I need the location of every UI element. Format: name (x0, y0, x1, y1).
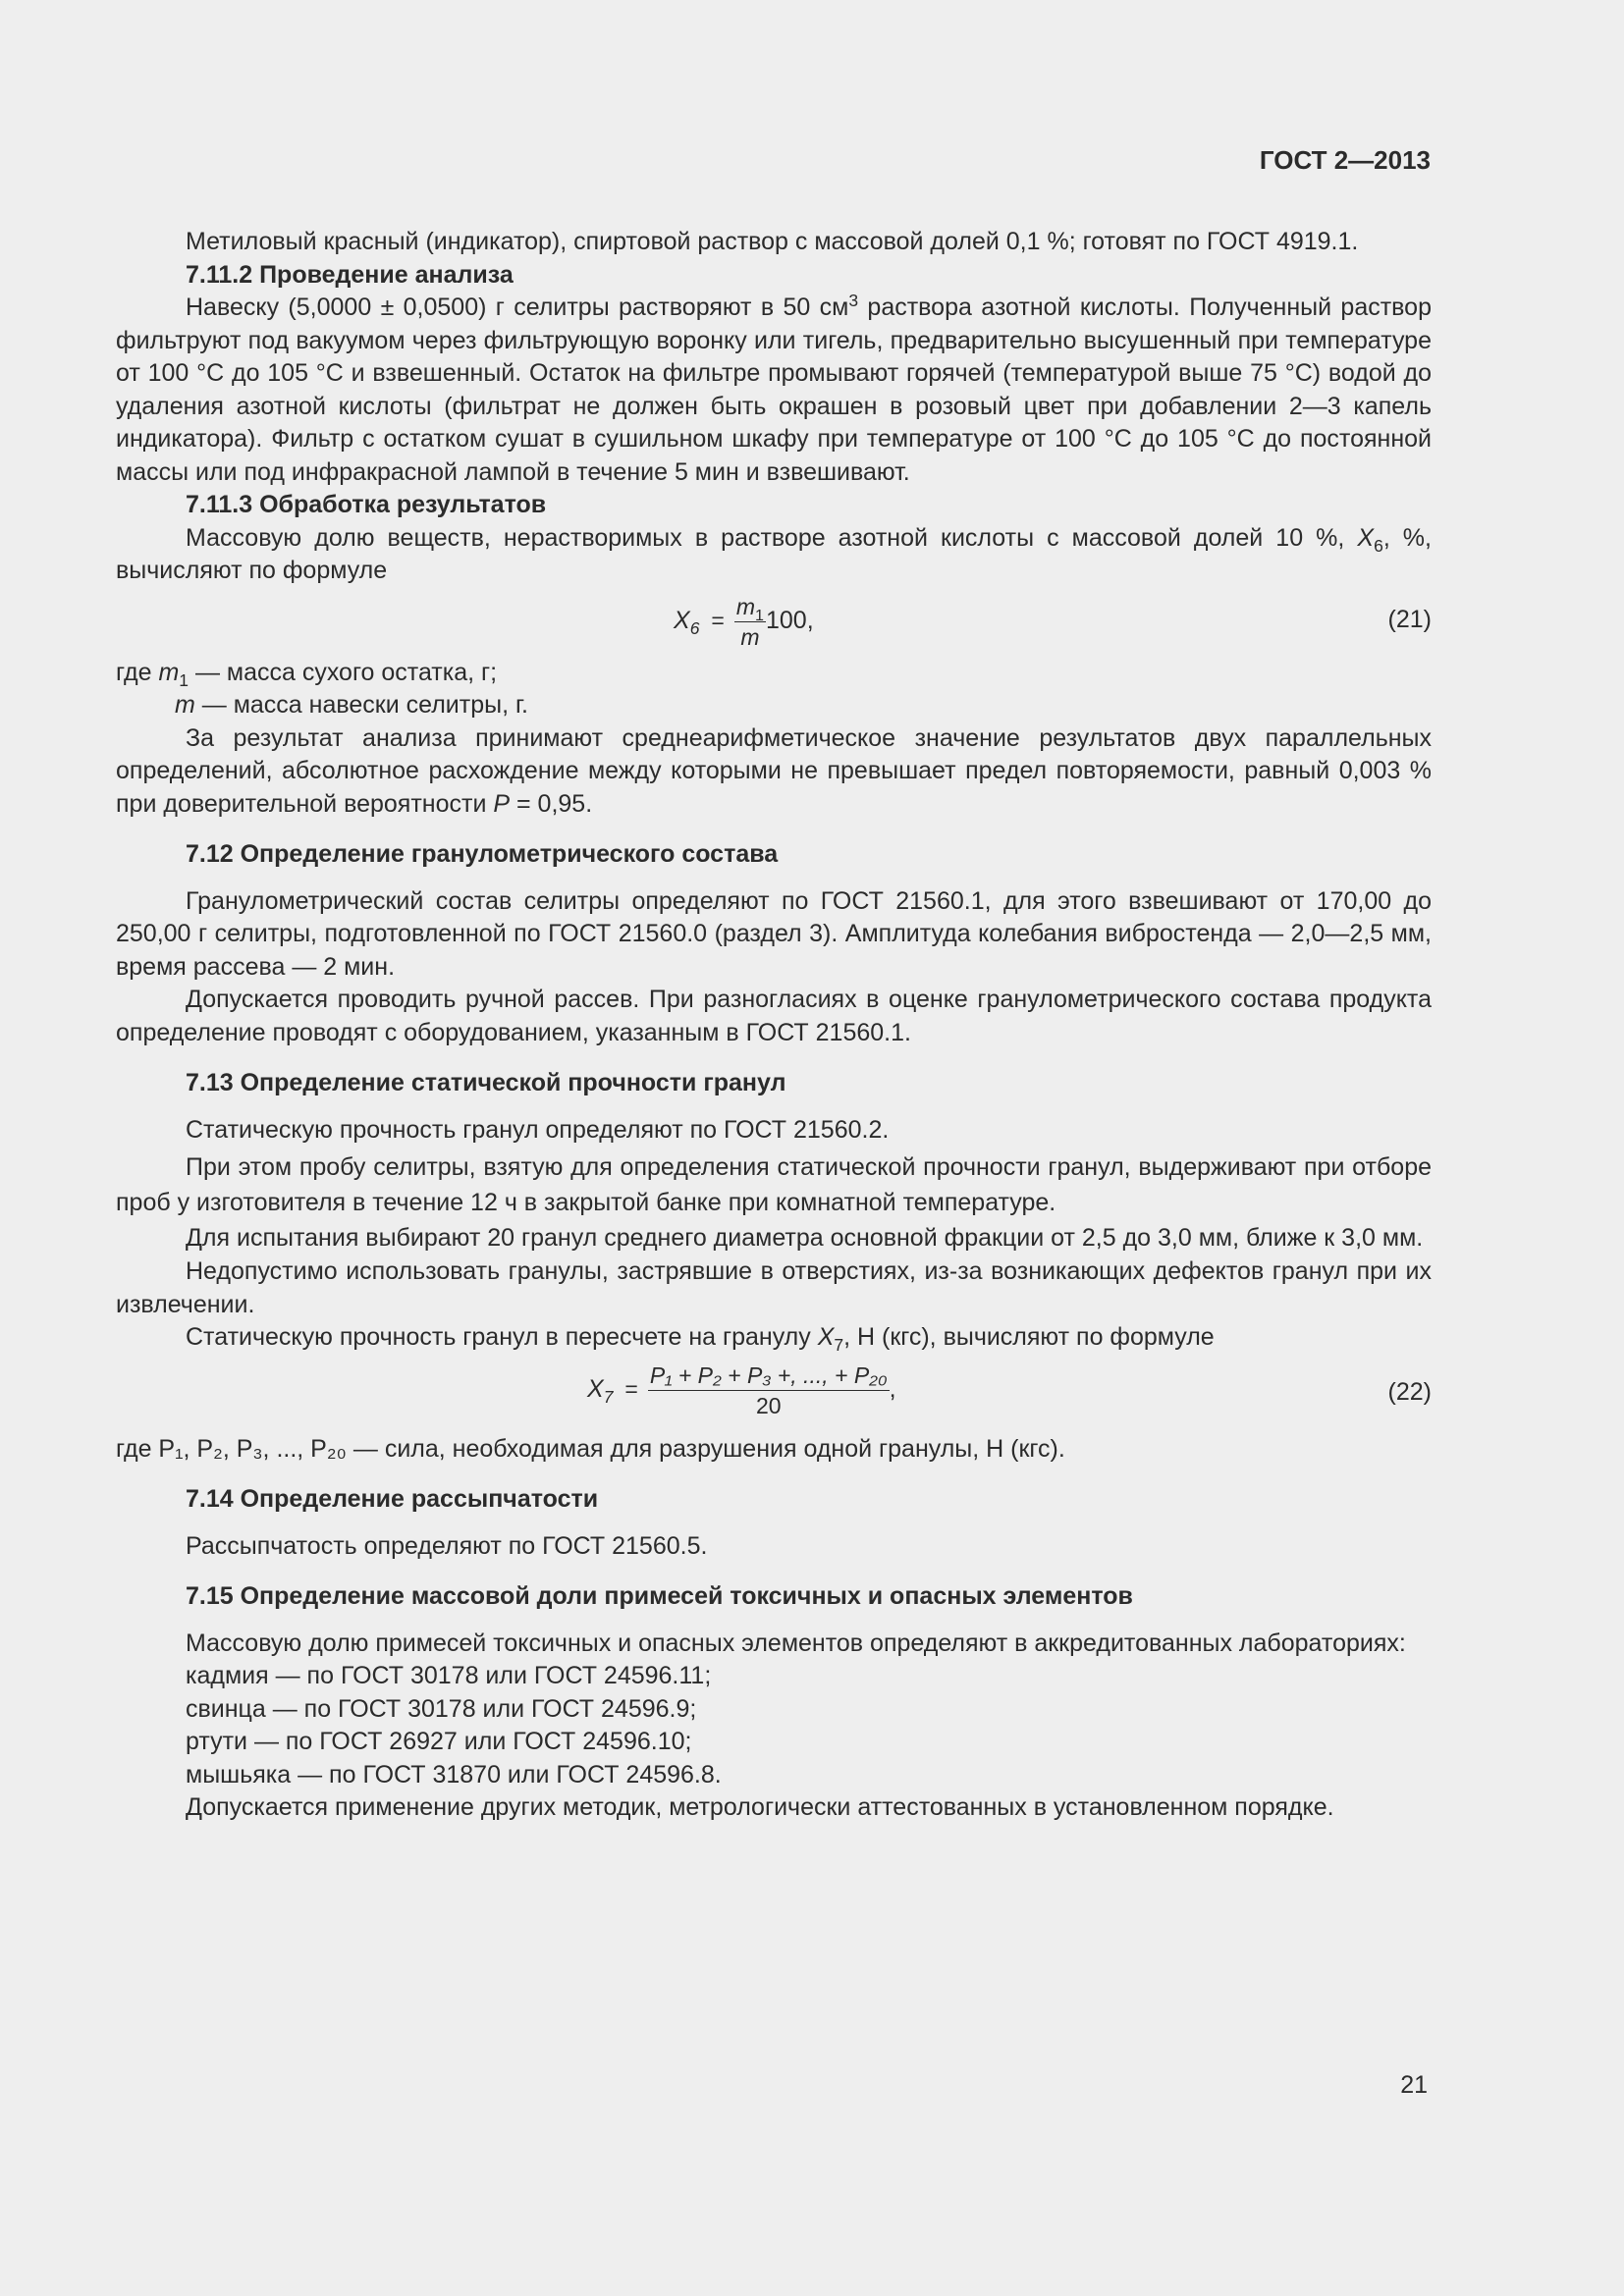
document-header: ГОСТ 2—2013 (1259, 145, 1431, 175)
section-7-13-paragraph-5: Статическую прочность гранул в пересчете на гранулу $X_7$, Н (кгс), вычисляют по формуле (186, 1323, 1215, 1355)
section-7-15-title: 7.15 Определение массовой доли примесей токсичных и опасных элементов (186, 1582, 1133, 1610)
where-m1: где $m_1$ — масса сухого остатка, г; (116, 658, 498, 690)
result-paragraph: За результат анализа принимают среднеарифметическое значение результатов двух параллельных определений, абсолютное расхождение между которыми не превышает предел повторяемости, равный 0,003 % при доверительной вероятности P = 0,95. (116, 723, 1432, 818)
section-7-14-paragraph: Рассыпчатость определяют по ГОСТ 21560.5. (186, 1531, 708, 1560)
section-7-11-3-paragraph: Массовую долю веществ, нерастворимых в растворе азотной кислоты с массовой долей 10 %, $X_6$, %, вычисляют по формуле (116, 523, 1432, 584)
section-7-11-2-paragraph: Навеску (5,0000 ± 0,0500) г селитры растворяют в 50 $см^3$ раствора азотной кислоты. Полученный раствор фильтруют под вакуумом через фильтрующую воронку или тигель, предварительно высушенный при температуре от 100 °С до 105 °С и взвешенный. Остаток на фильтре промывают горячей (температурой выше 75 °С) водой до удаления азотной кислоты (фильтрат не должен быть окрашен в розовый цвет при добавлении 2—3 капель индикатора). Фильтр с остатком сушат в сушильном шкафу при температуре от 100 °С до 105 °С до постоянной массы или под инфракрасной лампой в течение 5 мин и взвешивают. (116, 291, 1432, 486)
list-item: мышьяка — по ГОСТ 31870 или ГОСТ 24596.8. (186, 1760, 722, 1789)
section-7-11-2-title: 7.11.2 Проведение анализа (186, 260, 514, 289)
section-7-12-paragraph-1: Гранулометрический состав селитры определяют по ГОСТ 21560.1, для этого взвешивают от 170,00 до 250,00 г селитры, подготовленной по ГОСТ 21560.0 (раздел 3). Амплитуда колебания вибростенда — 2,0—2,5 мм, время рассева — 2 мин. (116, 886, 1432, 981)
section-7-15-paragraph-2: Допускается применение других методик, метрологически аттестованных в установленном порядке. (186, 1793, 1334, 1821)
formula-number-22: (22) (1387, 1377, 1432, 1406)
section-7-12-title: 7.12 Определение гранулометрического состава (186, 840, 779, 868)
section-7-13-paragraph-1: Статическую прочность гранул определяют по ГОСТ 21560.2. (186, 1115, 890, 1144)
section-7-11-3-title: 7.11.3 Обработка результатов (186, 491, 547, 518)
section-7-13-paragraph-3: Для испытания выбирают 20 гранул среднего диаметра основной фракции от 2,5 до 3,0 мм, ближе к 3,0 мм. (186, 1224, 1424, 1252)
section-7-13-title: 7.13 Определение статической прочности гранул (186, 1069, 786, 1096)
paragraph-indicator: Метиловый красный (индикатор), спиртовой раствор с массовой долей 0,1 %; готовят по ГОСТ 4919.1. (186, 228, 1359, 255)
formula-21: $X_6$ = $\frac{m_1}{m}$ 100, (21) (674, 593, 1432, 650)
formula-22: $X_7$ = $\frac{\text{P₁ + P₂ + P₃ +, ..., + P₂₀}}{20}$ , (22) (587, 1362, 1432, 1418)
list-item: ртути — по ГОСТ 26927 или ГОСТ 24596.10; (186, 1728, 692, 1755)
section-7-14-title: 7.14 Определение рассыпчатости (186, 1485, 599, 1513)
page-body (116, 142, 1432, 1825)
section-7-12-paragraph-2: Допускается проводить ручной рассев. При разногласиях в оценке гранулометрического состава продукта определение проводят с оборудованием, указанным в ГОСТ 21560.1. (116, 986, 1432, 1046)
section-7-13-paragraph-2: При этом пробу селитры, взятую для определения статической прочности гранул, выдерживают при отборе проб у изготовителя в течение 12 ч в закрытой банке при комнатной температуре. (116, 1153, 1432, 1216)
section-7-15-paragraph-1: Массовую долю примесей токсичных и опасных элементов определяют в аккредитованных лабораториях: (186, 1629, 1406, 1657)
formula-number-21: (21) (1387, 605, 1432, 633)
where-m: m — масса навески селитры, г. (175, 691, 528, 719)
where-p-forces: где P₁, P₂, P₃, ..., P₂₀ — сила, необходимая для разрушения одной гранулы, Н (кгс). (116, 1434, 1065, 1463)
section-7-13-paragraph-4: Недопустимо использовать гранулы, застрявшие в отверстиях, из-за возникающих дефектов гранул при их извлечении. (116, 1257, 1432, 1318)
list-item: кадмия — по ГОСТ 30178 или ГОСТ 24596.11; (186, 1662, 712, 1689)
page-number: 21 (1400, 2071, 1428, 2099)
list-item: свинца — по ГОСТ 30178 или ГОСТ 24596.9; (186, 1694, 697, 1723)
